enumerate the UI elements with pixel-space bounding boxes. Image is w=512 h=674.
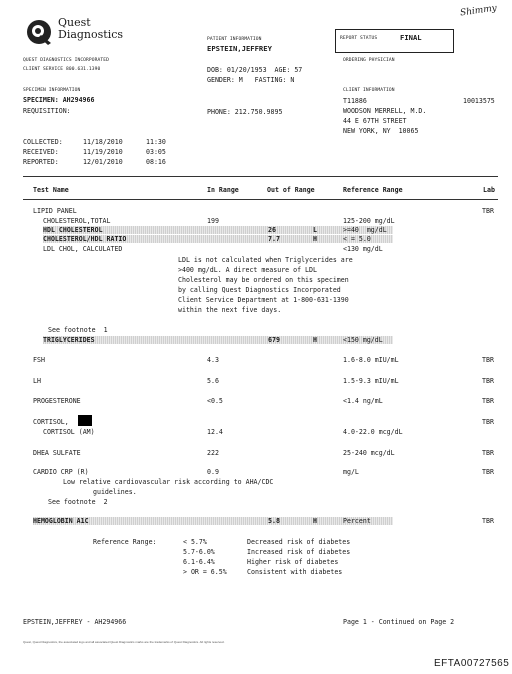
date-collected: 11/18/2010 (83, 138, 123, 146)
cortisol-lab: TBR (482, 418, 494, 426)
progesterone-ref: <1.4 ng/mL (343, 397, 383, 405)
a1c-range-1-text: Decreased risk of diabetes (247, 538, 351, 546)
progesterone-lab: TBR (482, 397, 494, 405)
report-status-value: FINAL (400, 33, 422, 42)
specimen-header: SPECIMEN INFORMATION (23, 88, 81, 93)
ldl-note-line3: Cholesterol may be ordered on this specimen (178, 276, 349, 284)
client-code: T11886 (343, 97, 367, 105)
footer-page: Page 1 - Continued on Page 2 (343, 618, 455, 626)
client-number: 10013575 (463, 97, 495, 105)
patient-gender: GENDER: M FASTING: N (207, 76, 295, 84)
cortisol-am-ref: 4.0-22.0 mcg/dL (343, 428, 403, 436)
crp-value: 0.9 (207, 468, 219, 476)
ratio-ref: < = 5.0 (343, 235, 371, 243)
cortisol-am-value: 12.4 (207, 428, 223, 436)
a1c-range-3: 6.1-6.4% (183, 558, 215, 566)
fsh-lab: TBR (482, 356, 494, 364)
progesterone-value: <0.5 (207, 397, 223, 405)
crp-lab: TBR (482, 468, 494, 476)
a1c-range-4: > OR = 6.5% (183, 568, 227, 576)
fsh-value: 4.3 (207, 356, 219, 364)
footnote-2: See footnote 2 (48, 498, 108, 506)
ldl-note-line6: within the next five days. (178, 306, 282, 314)
a1c-range-2: 5.7-6.0% (183, 548, 215, 556)
trig-value: 679 (268, 336, 280, 344)
col-out-range: Out of Range (267, 186, 315, 194)
a1c-range-2-text: Increased risk of diabetes (247, 548, 351, 556)
lab-address-line2: CLIENT SERVICE 800.631.1390 (23, 67, 101, 72)
redaction-block (78, 415, 92, 426)
table-top-rule (23, 176, 498, 177)
ldl-name: LDL CHOL, CALCULATED (43, 245, 123, 253)
patient-info-header: PATIENT INFORMATION (207, 37, 262, 42)
a1c-range-3-text: Higher risk of diabetes (247, 558, 339, 566)
logo-text-diagnostics: Diagnostics (58, 28, 124, 41)
a1c-lab: TBR (482, 517, 494, 525)
date-label-reported: REPORTED: (23, 158, 59, 166)
date-label-received: RECEIVED: (23, 148, 59, 156)
logo-text-quest: Quest (58, 16, 91, 29)
cortisol-am-name: CORTISOL (AM) (43, 428, 95, 436)
trig-ref: <150 mg/dL (343, 336, 383, 344)
document-id: EFTA00727565 (434, 658, 510, 669)
lab-address-line1: QUEST DIAGNOSTICS INCORPORATED (23, 58, 109, 63)
patient-name: EPSTEIN,JEFFREY (207, 44, 272, 53)
client-line3: NEW YORK, NY 10065 (343, 127, 419, 135)
crp-ref: mg/L (343, 468, 359, 476)
cortisol-name: CORTISOL, (33, 418, 69, 426)
crp-name: CARDIO CRP (R) (33, 468, 89, 476)
time-collected: 11:30 (146, 138, 166, 146)
lh-value: 5.6 (207, 377, 219, 385)
quest-logo-icon (25, 18, 55, 46)
lh-name: LH (33, 377, 41, 385)
report-status-label: REPORT STATUS (340, 36, 378, 41)
dhea-lab: TBR (482, 449, 494, 457)
progesterone-name: PROGESTERONE (33, 397, 81, 405)
date-label-collected: COLLECTED: (23, 138, 63, 146)
a1c-ref: Percent (343, 517, 371, 525)
handwritten-signature: Shimmy (459, 3, 498, 19)
patient-dob: DOB: 01/20/1953 AGE: 57 (207, 66, 303, 74)
lh-lab: TBR (482, 377, 494, 385)
ldl-note-line5: Client Service Department at 1-800-631-1390 (178, 296, 349, 304)
a1c-flag: H (313, 517, 317, 525)
ldl-note-line2: >400 mg/dL. A direct measure of LDL (178, 266, 317, 274)
a1c-name: HEMOGLOBIN A1C (33, 517, 89, 525)
hdl-flag: L (313, 226, 317, 234)
ratio-flag: H (313, 235, 317, 243)
footer-patient: EPSTEIN,JEFFREY - AH294966 (23, 618, 127, 626)
dhea-name: DHEA SULFATE (33, 449, 81, 457)
chol-total-name: CHOLESTEROL,TOTAL (43, 217, 111, 225)
a1c-range-4-text: Consistent with diabetes (247, 568, 343, 576)
date-reported: 12/01/2010 (83, 158, 123, 166)
chol-total-value: 199 (207, 217, 219, 225)
crp-note-line1: Low relative cardiovascular risk according to AHA/CDC (63, 478, 274, 486)
hdl-name: HDL CHOLESTEROL (43, 226, 103, 234)
time-received: 03:05 (146, 148, 166, 156)
col-reference-range: Reference Range (343, 186, 403, 194)
trig-name: TRIGLYCERIDES (43, 336, 95, 344)
patient-phone: PHONE: 212.750.9895 (207, 108, 283, 116)
trig-highlight (43, 336, 393, 344)
client-line2: 44 E 67TH STREET (343, 117, 407, 125)
ldl-note-line1: LDL is not calculated when Triglycerides are (178, 256, 353, 264)
col-test-name: Test Name (33, 186, 69, 194)
hdl-ref: >=40 mg/dL (343, 226, 387, 234)
ordering-physician-label: ORDERING PHYSICIAN (343, 58, 395, 63)
client-line1: WOODSON MERRELL, M.D. (343, 107, 427, 115)
lipid-panel-lab: TBR (482, 207, 494, 215)
ratio-value: 7.7 (268, 235, 280, 243)
date-received: 11/19/2010 (83, 148, 123, 156)
ldl-ref: <130 mg/dL (343, 245, 383, 253)
col-lab: Lab (483, 186, 495, 194)
chol-total-ref: 125-200 mg/dL (343, 217, 395, 225)
requisition-label: REQUISITION: (23, 107, 71, 115)
lipid-panel-label: LIPID PANEL (33, 207, 77, 215)
col-in-range: In Range (207, 186, 239, 194)
dhea-ref: 25-240 mcg/dL (343, 449, 395, 457)
specimen-id: SPECIMEN: AH294966 (23, 96, 95, 104)
crp-note-line2: guidelines. (93, 488, 137, 496)
fsh-ref: 1.6-8.0 mIU/mL (343, 356, 399, 364)
hdl-value: 26 (268, 226, 276, 234)
footer-fineprint: Quest, Quest Diagnostics, the associated logo and all associated Quest Diagnostics marks are the trademarks of Quest Diagnostics. All rights reserved. (23, 640, 225, 644)
client-info-header: CLIENT INFORMATION (343, 88, 395, 93)
a1c-range-1: < 5.7% (183, 538, 207, 546)
trig-flag: H (313, 336, 317, 344)
fsh-name: FSH (33, 356, 45, 364)
table-header-rule (23, 199, 498, 200)
report-status-box (335, 29, 454, 53)
a1c-value: 5.8 (268, 517, 280, 525)
ratio-name: CHOLESTEROL/HDL RATIO (43, 235, 127, 243)
footnote-1: See footnote 1 (48, 326, 108, 334)
time-reported: 08:16 (146, 158, 166, 166)
ldl-note-line4: by calling Quest Diagnostics Incorporated (178, 286, 341, 294)
dhea-value: 222 (207, 449, 219, 457)
lh-ref: 1.5-9.3 mIU/mL (343, 377, 399, 385)
a1c-reference-label: Reference Range: (93, 538, 157, 546)
